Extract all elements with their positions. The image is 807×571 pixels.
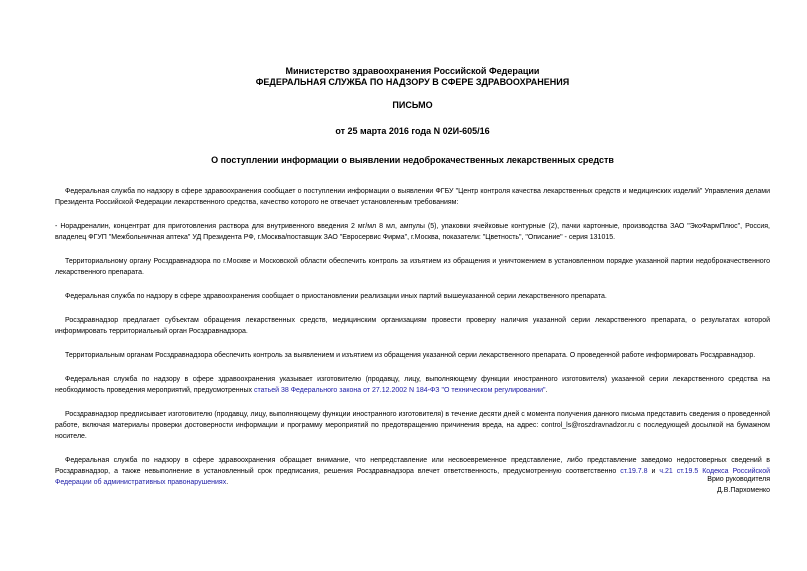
paragraph-territorial-control: Территориальному органу Росздравнадзора по г.Москве и Московской области обеспечить контроль за изъятием из обращения и уничтожением в установленном порядке указанной партии недоброкачественного лекарственного препарата. (55, 258, 770, 276)
paragraph-product-item: - Норадреналин, концентрат для приготовления раствора для внутривенного введения 2 мг/мл 8 мл, ампулы (5), упаковки ячейковые контурные (2), пачки картонные, производства ЗАО "ЭкоФармПлюс", Россия, владелец ФГУП "Межбольничная аптека" УД Президента РФ, г.Москва/поставщик ЗАО "Евросервис Фирма", г.Москва, показатели: "Цветность", "Описание" - серия 131015. (55, 223, 770, 241)
paragraph-text: Федеральная служба по надзору в сфере здравоохранения указывает изготовителю (продавцу, лицу, выполняющему функции иностранного изготовителя) указанной серии лекарственного средства на необходимость проведения мероприятий, предусмотренных (55, 376, 770, 394)
paragraph-prescription: Росздравнадзор предписывает изготовителю (продавцу, лицу, выполняющему функции иностранного изготовителя) в течение десяти дней с момента получения данного письма представить сведения о проведенной работе, включая материалы проверки достоверности информации и программу мероприятий по предотвращению причинения вреда, на адрес: control_ls@roszdravnadzor.ru с последующей досылкой на бумажном носителе. (55, 411, 770, 440)
paragraph-notice: Федеральная служба по надзору в сфере здравоохранения сообщает о поступлении информации о выявлении ФГБУ "Центр контроля качества лекарственных средств и медицинских изделий" Управления делами Президента Российской Федерации лекарственного средства, качество которого не отвечает установленным требованиям: (55, 188, 770, 206)
service-name: ФЕДЕРАЛЬНАЯ СЛУЖБА ПО НАДЗОРУ В СФЕРЕ ЗДРАВООХРАНЕНИЯ (255, 77, 570, 87)
code-article-link-1[interactable]: ст.19.7.8 (620, 468, 648, 475)
signatory-name: Д.В.Пархоменко (717, 487, 770, 494)
paragraph-check-request: Росздравнадзор предлагает субъектам обращения лекарственных средств, медицинским организациям провести проверку наличия указанной серии лекарственного препарата, о результатах которой информировать территориальный орган Росздравнадзора. (55, 317, 770, 335)
code-article-link-2[interactable]: ч.21 ст.19.5 Кодекса Российской Федерации об административных правонарушениях (55, 468, 771, 486)
paragraph-liability (55, 455, 770, 488)
ministry-name: Министерство здравоохранения Российской Федерации (285, 66, 540, 76)
signature-block (707, 474, 770, 496)
paragraph-withdrawal-control: Территориальным органам Росздравнадзора обеспечить контроль за выявлением и изъятием из обращения указанной серии лекарственного препарата. О проведенной работе информировать Росздравнадзор. (65, 352, 756, 359)
letter-body (55, 186, 770, 488)
paragraph-manufacturer-measures (55, 374, 770, 396)
signatory-position: Врио руководителя (707, 476, 770, 483)
document-type: ПИСЬМО (392, 100, 433, 110)
law-article-link[interactable]: статьей 38 Федерального закона от 27.12.2002 N 184-ФЗ "О техническом регулировании" (254, 387, 546, 394)
document-date-number: от 25 марта 2016 года N 02И-605/16 (335, 126, 490, 136)
paragraph-text: и (647, 468, 660, 475)
paragraph-suspension: Федеральная служба по надзору в сфере здравоохранения сообщает о приостановлении реализации иных партий вышеуказанной серии лекарственного препарата. (65, 293, 607, 300)
paragraph-text: . (545, 387, 548, 394)
paragraph-text: Федеральная служба по надзору в сфере здравоохранения обращает внимание, что непредставление или несвоевременное представление, либо представление заведомо недостоверных сведений в Росздравнадзор, а также невыполнение в установленный срок предписания, решения Росздравнадзора влечет ответственность, предусмотренную соответственно (55, 457, 770, 475)
document-page (55, 66, 770, 501)
document-title: О поступлении информации о выявлении недоброкачественных лекарственных средств (211, 155, 614, 165)
paragraph-text: . (226, 479, 229, 486)
